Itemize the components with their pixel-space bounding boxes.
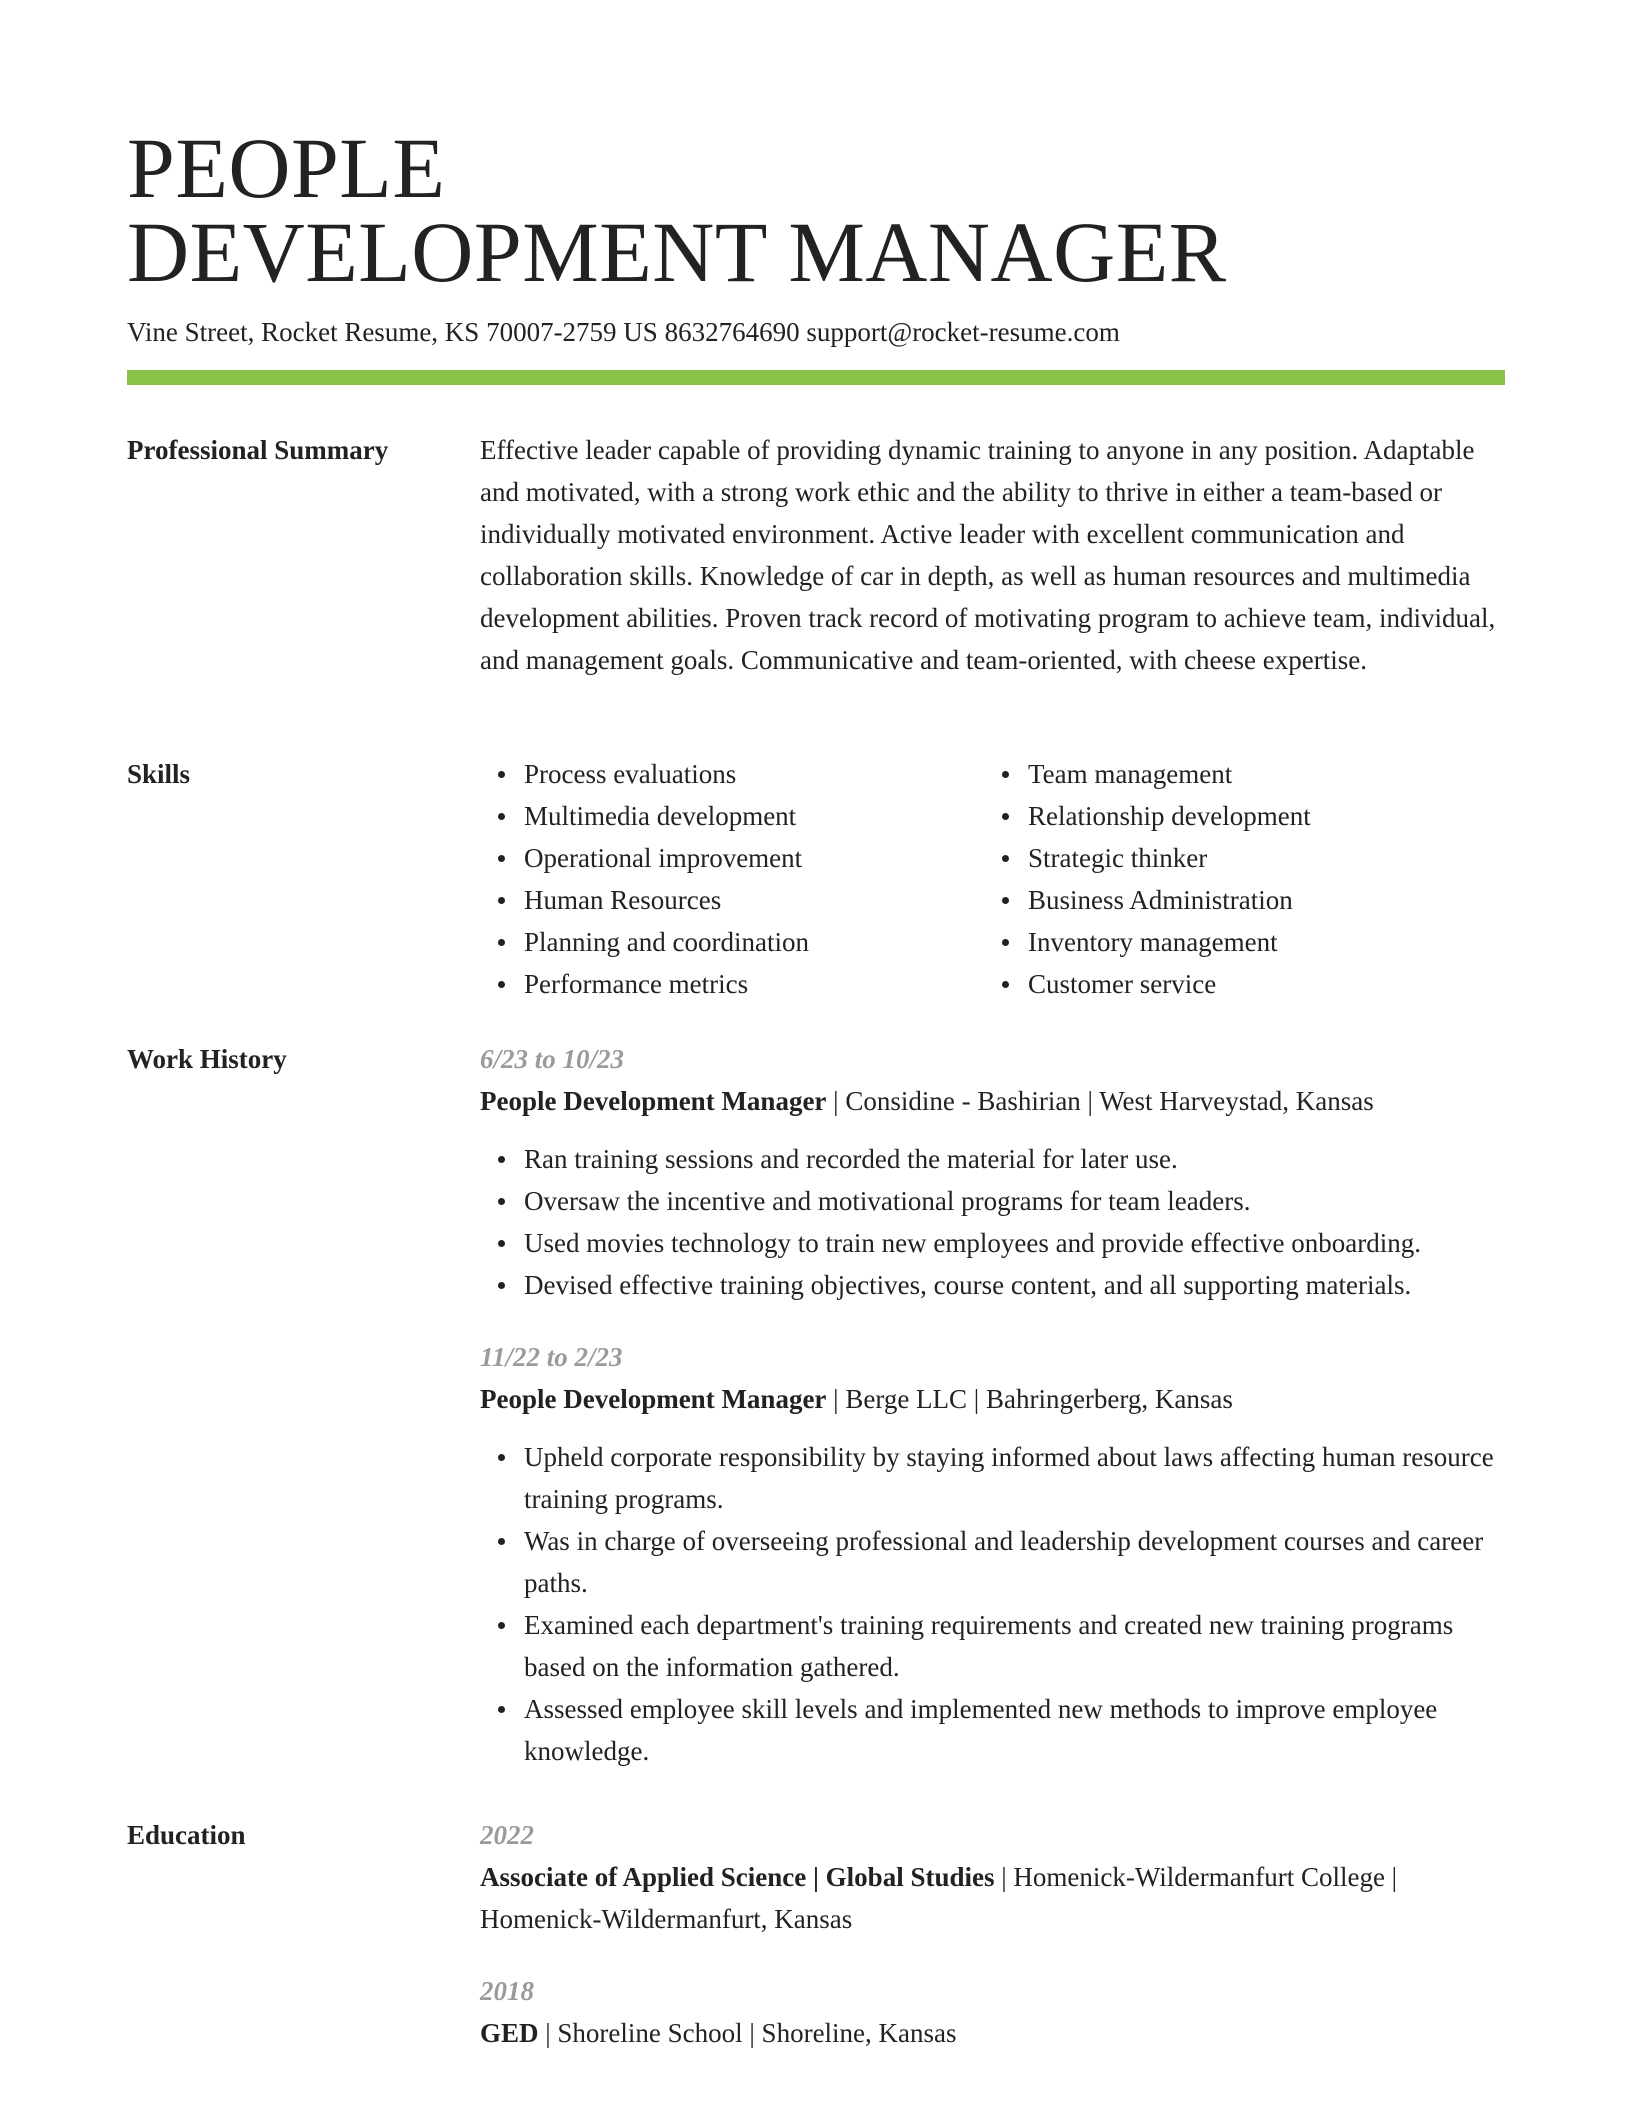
job-bullet: Devised effective training objectives, course content, and all supporting materials.	[524, 1264, 1505, 1306]
job-date: 6/23 to 10/23	[480, 1044, 625, 1074]
skill-item: Customer service	[1028, 963, 1488, 1005]
job-bullet: Upheld corporate responsibility by staying informed about laws affecting human resource training programs.	[524, 1436, 1505, 1520]
job-bullet: Used movies technology to train new employees and provide effective onboarding.	[524, 1222, 1505, 1264]
summary-text: Effective leader capable of providing dynamic training to anyone in any position. Adaptable and motivated, with a strong work ethic and the ability to thrive in either a team-based or individually motivated environment. Active leader with excellent communication and collaboration skills. Knowledge of car in depth, as well as human resources and multimedia development abilities. Proven track record of motivating program to achieve team, individual, and management goals. Communicative and team-oriented, with cheese expertise.	[480, 435, 1496, 675]
contact-info: Vine Street, Rocket Resume, KS 70007-2759 US 8632764690 support@rocket-resume.com	[127, 317, 1120, 347]
education-heading: Education	[127, 1820, 246, 1850]
skill-item: Operational improvement	[524, 837, 984, 879]
skill-item: Planning and coordination	[524, 921, 984, 963]
education-degree: Associate of Applied Science | Global Studies	[480, 1862, 995, 1892]
page-title	[127, 120, 1227, 300]
job-bullets	[480, 1436, 1505, 1772]
education-year: 2018	[480, 1976, 534, 2006]
job-entry	[480, 1038, 1505, 1306]
job-bullet: Oversaw the incentive and motivational programs for team leaders.	[524, 1180, 1505, 1222]
skills-heading: Skills	[127, 759, 191, 789]
title-line-1: PEOPLE	[127, 120, 446, 216]
skill-item: Multimedia development	[524, 795, 984, 837]
education-degree: GED	[480, 2018, 539, 2048]
job-bullet: Ran training sessions and recorded the material for later use.	[524, 1138, 1505, 1180]
skill-item: Business Administration	[1028, 879, 1488, 921]
skill-item: Team management	[1028, 753, 1488, 795]
job-title-line	[480, 1378, 1505, 1420]
job-title: People Development Manager	[480, 1384, 827, 1414]
skill-item: Process evaluations	[524, 753, 984, 795]
education-line	[480, 1856, 1505, 1940]
education-year: 2022	[480, 1820, 534, 1850]
job-date: 11/22 to 2/23	[480, 1342, 623, 1372]
education-details: | Shoreline School | Shoreline, Kansas	[538, 2018, 957, 2048]
education-line	[480, 2012, 1505, 2054]
skill-item: Human Resources	[524, 879, 984, 921]
skill-item: Inventory management	[1028, 921, 1488, 963]
job-details: | Considine - Bashirian | West Harveystad, Kansas	[826, 1086, 1374, 1116]
education-entry	[480, 1814, 1505, 1940]
skills-list-left	[480, 753, 984, 1005]
education-details: | Homenick-Wildermanfurt College | Homenick-Wildermanfurt, Kansas	[480, 1862, 1398, 1934]
job-title: People Development Manager	[480, 1086, 827, 1116]
skills-list-right	[984, 753, 1488, 1005]
education-entry	[480, 1970, 1505, 2054]
summary-heading: Professional Summary	[127, 435, 389, 465]
skill-item: Performance metrics	[524, 963, 984, 1005]
job-bullet: Was in charge of overseeing professional and leadership development courses and career paths.	[524, 1520, 1505, 1604]
job-bullet: Assessed employee skill levels and implemented new methods to improve employee knowledge.	[524, 1688, 1505, 1772]
job-bullets	[480, 1138, 1505, 1306]
skill-item: Strategic thinker	[1028, 837, 1488, 879]
job-entry	[480, 1336, 1505, 1772]
job-title-line	[480, 1080, 1505, 1122]
work-history-heading: Work History	[127, 1044, 287, 1074]
title-line-2: DEVELOPMENT MANAGER	[127, 204, 1227, 300]
job-bullet: Examined each department's training requirements and created new training programs based on the information gathered.	[524, 1604, 1505, 1688]
job-details: | Berge LLC | Bahringerberg, Kansas	[826, 1384, 1233, 1414]
skill-item: Relationship development	[1028, 795, 1488, 837]
accent-divider	[127, 370, 1505, 385]
